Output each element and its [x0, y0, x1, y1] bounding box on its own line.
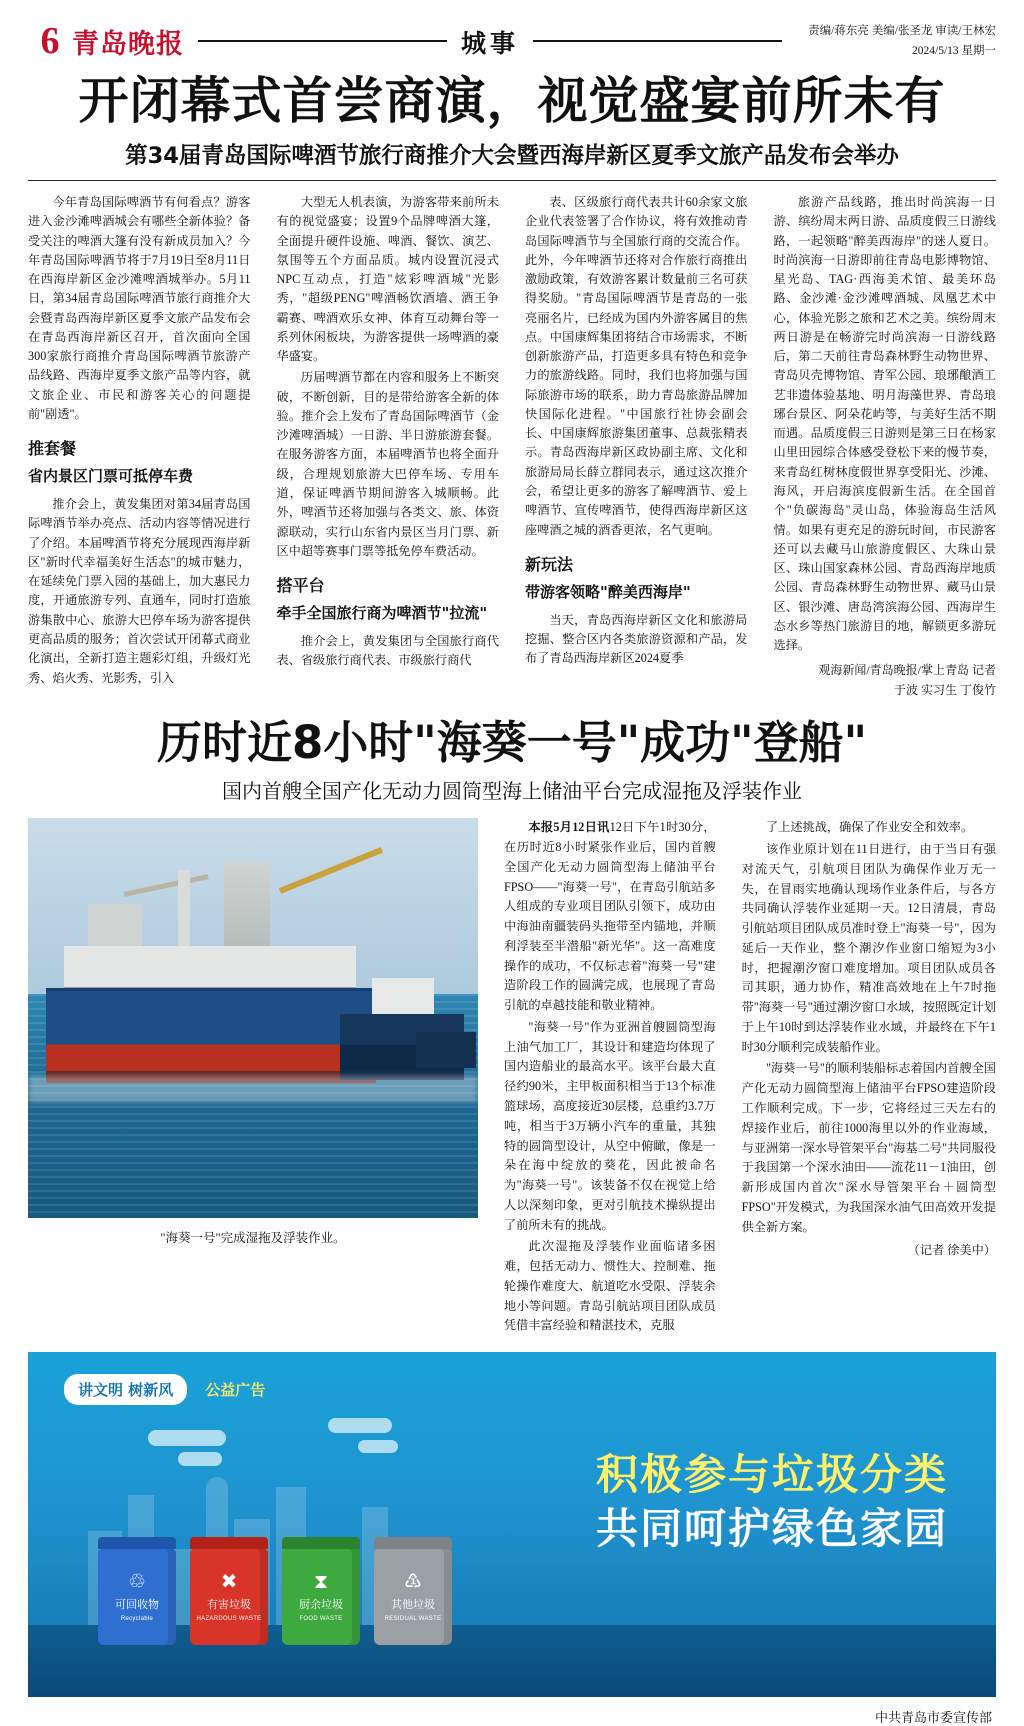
- story2-headline: 历时近8小时"海葵一号"成功"登船": [156, 715, 868, 769]
- public-service-ad: [28, 1352, 996, 1697]
- story2-photo: [28, 818, 478, 1218]
- hazardous-icon: ✖: [220, 1571, 238, 1594]
- paragraph-text: 12日下午1时30分，在历时近8小时紧张作业后，国内首艘全国产化无动力圆筒型海上储油平台FPSO——"海葵一号"，在青岛引航站多人组成的专业项目团队引领下，成功由中海油南疆装码头拖带至内锚地，并顺利浮装至半潜船"新光华"。这一高难度操作的成功，不仅标志着"海葵一号"建造阶段工作的圆满完成，也展现了青岛引航的卓越技能和敬业精神。: [504, 820, 716, 1013]
- byline-line2: 于波 实习生 丁俊竹: [893, 682, 996, 697]
- bin-body: [374, 1549, 452, 1645]
- bin-lid: [98, 1537, 176, 1549]
- photo-hull: [46, 988, 376, 1083]
- story1-column-1: [28, 193, 251, 700]
- bin-label-en: RESIDUAL WASTE: [384, 1616, 442, 1623]
- paragraph: 了上述挑战，确保了作业安全和效率。: [765, 820, 974, 835]
- ad-tag-group: [64, 1374, 265, 1405]
- ad-tag-public-service: 公益广告: [205, 1381, 266, 1400]
- photo-derrick: [224, 862, 270, 950]
- bin-lid: [282, 1537, 360, 1549]
- ad-tag-civility: 讲文明 树新风: [64, 1374, 187, 1405]
- recycling-bin: [98, 1537, 176, 1645]
- story2-column-2: [742, 818, 996, 1338]
- paragraph: "海葵一号"作为亚洲首艘圆筒型海上油气加工厂，其设计和建造均体现了国内造船业的最高水平。该平台最大直径约90米，主甲板面积相当于13个标准篮球场，高度接近30层楼，总重约3.7万吨，相当于3万辆小汽车的重量，其独特的圆筒型设计，从空中俯瞰，像是一朵在海中绽放的葵花，因此被命名为"海葵一号"。该装备不仅在视觉上给人以深刻印象，更对引航技术操纵提出了前所未有的挑战。: [504, 1019, 716, 1232]
- bin-label-cn: 有害垃圾: [207, 1598, 251, 1612]
- residual-waste-icon: ♳: [404, 1571, 422, 1594]
- story2-body: [28, 818, 996, 1338]
- masthead-divider-left: [198, 40, 447, 42]
- recycling-bin: [190, 1537, 268, 1645]
- bin-label-en: Recyclable: [120, 1616, 154, 1623]
- masthead-meta: [796, 18, 996, 61]
- section-title: 城事: [461, 29, 520, 58]
- bin-body: [98, 1549, 176, 1645]
- cloud-shape: [328, 1418, 392, 1433]
- byline-line1: 观海新闻/青岛晚报/掌上青岛 记者: [818, 663, 996, 678]
- story1-column-3: [525, 193, 748, 700]
- recycle-icon: ♲: [128, 1571, 146, 1594]
- paragraph: 推介会上，黄发集团与全国旅行商代表、省级旅行商代表、市级旅行商代: [276, 634, 499, 668]
- ad-slogan-line2: 共同呵护绿色家园: [595, 1503, 948, 1553]
- photo-tug-secondary: [416, 1032, 476, 1068]
- page-number: 6: [40, 20, 60, 62]
- recycling-bin: [374, 1537, 452, 1645]
- cloud-shape: [148, 1430, 226, 1446]
- bin-label-en: HAZARDOUS WASTE: [196, 1616, 262, 1623]
- photo-superstructure-left: [88, 904, 142, 950]
- bin-lid: [374, 1537, 452, 1549]
- paragraph: 旅游产品线路，推出时尚滨海一日游、缤纷周末两日游、品质度假三日游线路，一起领略"醉美西海岸"的迷人夏日。时尚滨海一日游即前往青岛电影博物馆、星光岛、TAG·西海美术馆、最美环岛路、金沙滩·金沙滩啤酒城、凤凰艺术中心，体验光影之旅和艺术之美。缤纷周末两日游是在畅游完时尚滨海一日游线路后，第二天前往青岛森林野生动物世界、青岛贝壳博物馆、青军公园、琅琊酿酒工艺非遗体验基地、明月海藻世界、青岛琅琊台景区、阿朵花屿等，与美好生活不期而遇。品质度假三日游则是第三日在杨家山里田园综合体感受登松下来的慢节奏，来青岛红树林度假世界享受阳光、沙滩、海风，开启海滨度假新生活。在全国首个"负碳海岛"灵山岛，体验海岛生活风情。如果有更充足的游玩时间，市民游客还可以去藏马山旅游度假区、大珠山景区、珠山国家森林公园、青岛西海岸地质公园、青岛森林野生动物世界、藏马山景区、银沙滩、唐岛湾滨海公园、西海岸生态水乡等热门旅游目的地，解锁更多游玩选择。: [773, 195, 996, 653]
- paragraph: 推介会上，黄发集团对第34届青岛国际啤酒节举办亮点、活动内容等情况进行了介绍。本届啤酒节将充分展现西海岸新区"新时代幸福美好生活态"的城市魅力，在延续免门票入园的基础上，加大惠民力度，开通旅游专列、直通车，同时打造旅游集散中心、旅游大巴停车场为游客提供更高品质的服务；首次尝试开闭幕式商业化演出，全新打造主题彩灯组，升级灯光秀、焰火秀、光影秀，引入: [28, 497, 251, 685]
- recycling-bins: [98, 1537, 452, 1645]
- story1-columns: [28, 193, 996, 700]
- paragraph: 当天，青岛西海岸新区文化和旅游局挖掘、整合区内各类旅游资源和产品，发布了青岛西海岸新区2024夏季: [525, 612, 748, 666]
- bin-body: [282, 1549, 360, 1645]
- story1-col2-subheading-b: 牵手全国旅行商为啤酒节"拉流": [276, 604, 488, 623]
- paragraph: 此次湿拖及浮装作业面临诸多困难，包括无动力、惯性大、控制难、拖轮操作难度大、航道吃水受限、浮装余地小等问题。青岛引航站项目团队成员凭借丰富经验和精湛技术，克服: [504, 1239, 716, 1333]
- photo-wake: [28, 1076, 478, 1102]
- story2-byline: （记者 徐美中）: [907, 1243, 996, 1258]
- masthead: [28, 0, 996, 64]
- newspaper-nameplate: 青岛晚报: [72, 29, 184, 60]
- bin-label-en: FOOD WASTE: [299, 1616, 343, 1623]
- story1-col3-subheading-a: 新玩法: [525, 554, 574, 574]
- ad-sponsor: 中共青岛市委宣传部: [874, 1711, 992, 1726]
- paragraph: 表、区级旅行商代表共计60余家文旅企业代表签署了合作协议，将有效推动青岛国际啤酒节与全国旅行商的交流合作。此外，今年啤酒节还将对合作旅行商推出激励政策，有效游客累计数量前三名可获得奖励。"青岛国际啤酒节是青岛的一张亮丽名片，已经成为国内外游客属目的焦点。中国康辉集团将结合市场需求，不断创新旅游产品，打造更多具有特色和竞争力的旅游线路。同时，我们也将加强与国际旅游市场的联系，助力青岛旅游品牌加快国际化进程。"中国旅行社协会副会长、中国康辉旅游集团董事、总裁张精表示。青岛西海岸新区政协副主席、文化和旅游局局长薛立群同表示，通过这次推介会，希望让更多的游客了解啤酒节、爱上啤酒节、宣传啤酒节，使得西海岸新区这座啤酒之城的酒香更浓，名气更响。: [525, 195, 748, 537]
- story2-photo-caption: "海葵一号"完成湿拖及浮装作业。: [160, 1231, 346, 1246]
- story1-byline: [774, 661, 997, 699]
- story2-lead: 本报5月12日讯: [528, 820, 610, 835]
- photo-mast: [178, 870, 190, 950]
- story1-divider: [28, 180, 996, 181]
- paragraph: 该作业原计划在11日进行，由于当日有强对流天气，引航项目团队为确保作业万无一失，在冒雨实地确认现场作业条件后，与各方共同确认浮装作业延期一天。12日清晨，青岛引航站项目团队成员准时登上"海葵一号"，因为延后一天作业，整个潮汐作业窗口缩短为3小时，把握潮汐窗口难度增加。项目团队成员各司其职，通力协作，精准高效地在上午7时拖带"海葵一号"通过潮汐窗口水域，按照既定计划于上午10时到达浮装作业水域，并最终在下午1时30分顺利完成装船作业。: [741, 842, 996, 1054]
- bin-lid: [190, 1537, 268, 1549]
- story1-col1-subheading-a: 推套餐: [28, 439, 77, 459]
- story2-column-1: [504, 818, 716, 1338]
- story2-subhead: 国内首艘全国产化无动力圆筒型海上储油平台完成湿拖及浮装作业: [222, 779, 802, 804]
- ad-slogan: [596, 1448, 948, 1556]
- story1-column-4: [774, 193, 997, 700]
- bin-body: [190, 1549, 268, 1645]
- story1-subhead: 第34届青岛国际啤酒节旅行商推介大会暨西海岸新区夏季文旅产品发布会举办: [125, 143, 899, 169]
- masthead-divider-right: [533, 40, 782, 42]
- story1-headline: 开闭幕式首尝商演，视觉盛宴前所未有: [78, 72, 946, 130]
- publication-date: 2024/5/13 星期一: [912, 44, 997, 57]
- paragraph: 大型无人机表演，为游客带来前所未有的视觉盛宴；设置9个品牌啤酒大篷，全面提升硬件设施、啤酒、餐饮、演艺、氛围等五个方面品质。城内设置沉浸式NPC互动点，打造"炫彩啤酒城"光影秀，"超级PENG"啤酒畅饮酒墙、酒王争霸赛、啤酒欢乐女神、体育互动舞台等一系列休闲板块，为游客提供一场啤酒的豪华盛宴。: [276, 195, 499, 364]
- paragraph: 今年青岛国际啤酒节有何看点？游客进入金沙滩啤酒城会有哪些全新体验？备受关注的啤酒大篷有没有新成员加入？今年青岛国际啤酒节将于7月19日至8月11日在西海岸新区金沙滩啤酒城举办。5月11日，第34届青岛国际啤酒节旅行商推介大会暨青岛西海岸新区夏季文旅产品发布会在青岛西海岸新区召开，首次面向全国300家旅行商推介青岛国际啤酒节旅游产品线路、西海岸夏季文旅产品等内容，就文旅企业、市民和游客关心的问题提前"剧透"。: [28, 195, 251, 421]
- photo-deck: [64, 946, 356, 990]
- story2-photo-block: [28, 818, 478, 1338]
- editors-credit: 责编/蒋东亮 美编/张圣龙 审读/王林宏: [808, 25, 997, 37]
- paragraph: 历届啤酒节都在内容和服务上不断突破，不断创新，目的是带给游客全新的体验。推介会上发布了青岛国际啤酒节（金沙滩啤酒城）一日游、半日游旅游套餐。在服务游客方面，本届啤酒节也将全面升级，合理规划旅游大巴停车场、专用车道，保证啤酒节期间游客入城顺畅。此外，啤酒节还将加强与各类文、旅、体资源联动，实行山东省内景区当月门票、新区中超等赛事门票等抵免停车费活动。: [276, 370, 499, 558]
- recycling-bin: [282, 1537, 360, 1645]
- paragraph: [504, 818, 716, 1016]
- story1-col1-subheading-b: 省内景区门票可抵停车费: [28, 467, 194, 486]
- food-waste-icon: ⧗: [313, 1571, 329, 1594]
- paragraph: "海葵一号"的顺利装船标志着国内首艘全国产化无动力圆筒型海上储油平台FPSO建造阶段工作顺利完成。下一步，它将经过三天左右的焊接作业后，前往1000海里以外的作业海域，与亚洲第一深水导管架平台"海基二号"共同服役于我国第一个深水油田——流花11－1油田，创新形成国内首次"深水导管架平台＋圆筒型FPSO"开发模式，为我国深水油气田高效开发提供全新方案。: [741, 1061, 996, 1234]
- bin-label-cn: 可回收物: [115, 1598, 159, 1612]
- story1-col3-subheading-b: 带游客领略"醉美西海岸": [525, 583, 691, 602]
- bin-label-cn: 厨余垃圾: [299, 1598, 343, 1612]
- photo-tug-superstructure: [372, 978, 434, 1018]
- ad-slogan-line1: 积极参与垃圾分类: [595, 1450, 948, 1500]
- bin-label-cn: 其他垃圾: [391, 1598, 435, 1612]
- story1-column-2: [277, 193, 500, 700]
- story1-col2-subheading-a: 搭平台: [276, 576, 325, 596]
